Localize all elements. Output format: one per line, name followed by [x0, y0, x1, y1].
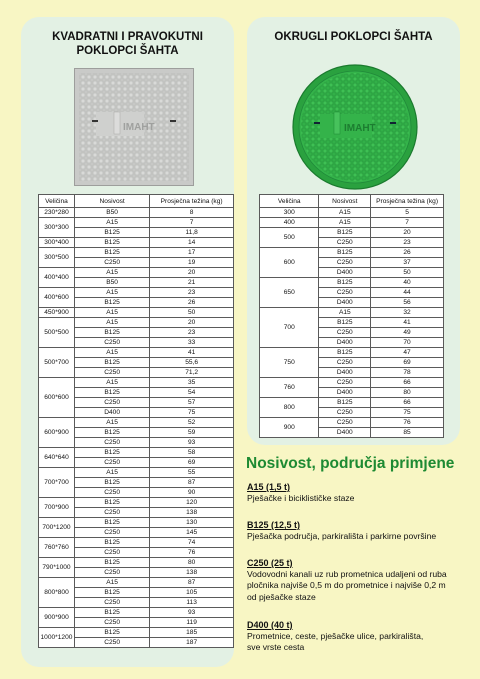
table-row [39, 608, 234, 618]
size-cell: 700*700 [39, 468, 75, 498]
weight-cell: 75 [371, 408, 444, 418]
load-class-cell: C250 [319, 238, 371, 248]
load-class-desc: sve vrste cesta [247, 642, 305, 653]
weight-cell: 17 [150, 248, 234, 258]
weight-cell: 50 [150, 308, 234, 318]
table-row [39, 318, 234, 328]
load-class-cell: B125 [319, 398, 371, 408]
weight-cell: 7 [150, 218, 234, 228]
load-class-cell: A15 [319, 218, 371, 228]
weight-cell: 69 [371, 358, 444, 368]
load-class-cell: C250 [319, 408, 371, 418]
load-class-cell: C250 [74, 458, 149, 468]
load-class-cell: A15 [74, 578, 149, 588]
load-class-cell: A15 [74, 318, 149, 328]
weight-cell: 76 [371, 418, 444, 428]
table-row [39, 308, 234, 318]
load-class-d400 [247, 620, 477, 654]
weight-cell: 26 [371, 248, 444, 258]
header-load-class: Nosivost [319, 195, 371, 208]
load-class-cell: C250 [74, 638, 149, 648]
table-row [260, 398, 444, 408]
table-row [39, 498, 234, 508]
weight-cell: 69 [150, 458, 234, 468]
weight-cell: 20 [150, 268, 234, 278]
table-row [39, 628, 234, 638]
load-class-cell: B125 [74, 448, 149, 458]
load-class-cell: C250 [319, 378, 371, 388]
table-row [39, 558, 234, 568]
load-class-cell: A15 [74, 288, 149, 298]
round-covers-table [259, 194, 444, 438]
load-class-cell: B125 [74, 518, 149, 528]
weight-cell: 54 [150, 388, 234, 398]
weight-cell: 90 [150, 488, 234, 498]
load-class-cell: A15 [74, 268, 149, 278]
weight-cell: 37 [371, 258, 444, 268]
square-covers-title: KVADRATNI I PRAVOKUTNI POKLOPCI ŠAHTA [52, 31, 203, 57]
table-row [260, 228, 444, 238]
weight-cell: 8 [150, 208, 234, 218]
header-size: Veličina [39, 195, 75, 208]
load-class-cell: C250 [319, 258, 371, 268]
weight-cell: 187 [150, 638, 234, 648]
weight-cell: 119 [150, 618, 234, 628]
load-class-code: C250 (25 t) [247, 558, 293, 568]
size-cell: 800 [260, 398, 319, 418]
load-class-cell: C250 [74, 368, 149, 378]
load-class-cell: D400 [319, 268, 371, 278]
weight-cell: 113 [150, 598, 234, 608]
weight-cell: 20 [150, 318, 234, 328]
weight-cell: 58 [150, 448, 234, 458]
load-class-cell: B125 [74, 388, 149, 398]
load-class-cell: D400 [319, 298, 371, 308]
weight-cell: 80 [150, 558, 234, 568]
table-row [39, 468, 234, 478]
header-avg-weight: Prosječna težina (kg) [371, 195, 444, 208]
weight-cell: 66 [371, 378, 444, 388]
size-cell: 640*640 [39, 448, 75, 468]
size-cell: 300 [260, 208, 319, 218]
weight-cell: 76 [150, 548, 234, 558]
load-class-cell: A15 [74, 378, 149, 388]
weight-cell: 21 [150, 278, 234, 288]
size-cell: 400*600 [39, 288, 75, 308]
load-class-cell: B125 [74, 328, 149, 338]
weight-cell: 78 [371, 368, 444, 378]
table-row [260, 418, 444, 428]
table-row [39, 268, 234, 278]
load-class-cell: A15 [74, 218, 149, 228]
load-class-cell: C250 [74, 438, 149, 448]
load-class-cell: B125 [74, 498, 149, 508]
load-class-cell: B125 [74, 478, 149, 488]
load-class-cell: C250 [74, 618, 149, 628]
load-class-cell: B125 [74, 558, 149, 568]
table-row [39, 538, 234, 548]
weight-cell: 11,8 [150, 228, 234, 238]
load-class-cell: C250 [74, 548, 149, 558]
table-row [260, 278, 444, 288]
table-row [39, 248, 234, 258]
load-class-a15 [247, 482, 477, 504]
size-cell: 230*280 [39, 208, 75, 218]
size-cell: 600 [260, 248, 319, 278]
size-cell: 400 [260, 218, 319, 228]
weight-cell: 145 [150, 528, 234, 538]
weight-cell: 14 [150, 238, 234, 248]
size-cell: 1000*1200 [39, 628, 75, 648]
weight-cell: 49 [371, 328, 444, 338]
load-class-cell: D400 [319, 368, 371, 378]
size-cell: 700 [260, 308, 319, 348]
size-cell: 760 [260, 378, 319, 398]
table-row [260, 308, 444, 318]
size-cell: 500*700 [39, 348, 75, 378]
size-cell: 300*500 [39, 248, 75, 268]
header-avg-weight: Prosječna težina (kg) [150, 195, 234, 208]
load-class-cell: A15 [74, 308, 149, 318]
weight-cell: 33 [150, 338, 234, 348]
size-cell: 900*900 [39, 608, 75, 628]
weight-cell: 56 [371, 298, 444, 308]
load-class-cell: B125 [74, 358, 149, 368]
load-class-cell: C250 [319, 288, 371, 298]
weight-cell: 20 [371, 228, 444, 238]
load-class-code: A15 (1,5 t) [247, 482, 291, 492]
load-class-cell: B50 [74, 278, 149, 288]
weight-cell: 57 [150, 398, 234, 408]
load-class-cell: B125 [74, 228, 149, 238]
load-class-cell: B125 [319, 278, 371, 288]
round-covers-title: OKRUGLI POKLOPCI ŠAHTA [274, 31, 433, 43]
weight-cell: 138 [150, 568, 234, 578]
load-class-cell: B125 [319, 228, 371, 238]
round-cover-logo: IMAHT [344, 123, 376, 134]
table-row [39, 208, 234, 218]
size-cell: 760*760 [39, 538, 75, 558]
table-row [39, 218, 234, 228]
load-class-cell: C250 [74, 338, 149, 348]
size-cell: 450*900 [39, 308, 75, 318]
load-class-cell: C250 [74, 568, 149, 578]
header-load-class: Nosivost [74, 195, 149, 208]
weight-cell: 19 [150, 258, 234, 268]
square-covers-table [38, 194, 234, 648]
table-row [260, 348, 444, 358]
weight-cell: 52 [150, 418, 234, 428]
load-class-cell: D400 [319, 428, 371, 438]
load-class-b125 [247, 520, 477, 542]
weight-cell: 7 [371, 218, 444, 228]
size-cell: 700*900 [39, 498, 75, 518]
weight-cell: 40 [371, 278, 444, 288]
load-class-cell: B125 [74, 248, 149, 258]
load-class-cell: D400 [74, 408, 149, 418]
weight-cell: 74 [150, 538, 234, 548]
weight-cell: 50 [371, 268, 444, 278]
round-cover-image [292, 64, 418, 190]
size-cell: 750 [260, 348, 319, 378]
size-cell: 600*900 [39, 418, 75, 448]
size-cell: 300*400 [39, 238, 75, 248]
weight-cell: 23 [150, 328, 234, 338]
size-cell: 500*500 [39, 318, 75, 348]
load-class-cell: D400 [319, 338, 371, 348]
weight-cell: 87 [150, 578, 234, 588]
load-class-cell: B125 [74, 538, 149, 548]
load-class-desc: Pješačke i biciklističke staze [247, 493, 355, 503]
load-class-c250 [247, 558, 477, 603]
load-class-cell: B125 [319, 248, 371, 258]
weight-cell: 41 [150, 348, 234, 358]
size-cell: 500 [260, 228, 319, 248]
load-class-cell: C250 [74, 398, 149, 408]
load-class-cell: B125 [74, 298, 149, 308]
size-cell: 300*300 [39, 218, 75, 238]
weight-cell: 5 [371, 208, 444, 218]
load-class-cell: C250 [319, 418, 371, 428]
table-row [39, 518, 234, 528]
weight-cell: 23 [371, 238, 444, 248]
table-row [39, 238, 234, 248]
load-class-cell: D400 [319, 388, 371, 398]
load-class-desc: od pješačke staze [247, 591, 316, 602]
weight-cell: 32 [371, 308, 444, 318]
weight-cell: 71,2 [150, 368, 234, 378]
load-class-cell: C250 [74, 528, 149, 538]
size-cell: 600*600 [39, 378, 75, 418]
weight-cell: 93 [150, 608, 234, 618]
load-class-cell: B125 [74, 608, 149, 618]
load-class-desc: Vodovodni kanali uz rub prometnica udaljeni od ruba [247, 569, 447, 579]
size-cell: 700*1200 [39, 518, 75, 538]
weight-cell: 105 [150, 588, 234, 598]
weight-cell: 59 [150, 428, 234, 438]
size-cell: 400*400 [39, 268, 75, 288]
load-class-desc: Pješačka područja, parkirališta i parkirne površine [247, 531, 437, 541]
load-class-cell: B125 [319, 348, 371, 358]
weight-cell: 55 [150, 468, 234, 478]
header-size: Veličina [260, 195, 319, 208]
load-class-cell: A15 [319, 308, 371, 318]
table-row [39, 348, 234, 358]
weight-cell: 35 [150, 378, 234, 388]
weight-cell: 138 [150, 508, 234, 518]
weight-cell: 47 [371, 348, 444, 358]
load-class-cell: B125 [74, 238, 149, 248]
load-class-cell: A15 [74, 418, 149, 428]
weight-cell: 41 [371, 318, 444, 328]
weight-cell: 44 [371, 288, 444, 298]
load-class-cell: C250 [319, 358, 371, 368]
size-cell: 900 [260, 418, 319, 438]
table-row [39, 288, 234, 298]
weight-cell: 70 [371, 338, 444, 348]
load-class-cell: C250 [74, 258, 149, 268]
weight-cell: 93 [150, 438, 234, 448]
weight-cell: 66 [371, 398, 444, 408]
size-cell: 650 [260, 278, 319, 308]
table-row [260, 208, 444, 218]
load-class-cell: C250 [319, 328, 371, 338]
load-class-code: D400 (40 t) [247, 620, 293, 630]
load-class-cell: C250 [74, 598, 149, 608]
table-row [39, 418, 234, 428]
load-class-cell: B50 [74, 208, 149, 218]
load-class-cell: B125 [74, 428, 149, 438]
table-row [260, 218, 444, 228]
weight-cell: 85 [371, 428, 444, 438]
weight-cell: 185 [150, 628, 234, 638]
square-cover-logo: IMAHT [123, 122, 155, 133]
square-cover-image [74, 68, 194, 186]
load-class-cell: B125 [74, 588, 149, 598]
table-row [260, 248, 444, 258]
load-class-desc: Prometnice, ceste, pješačke ulice, parkirališta, [247, 631, 424, 641]
load-class-cell: B125 [74, 628, 149, 638]
size-cell: 800*800 [39, 578, 75, 608]
table-row [39, 448, 234, 458]
load-class-cell: A15 [74, 348, 149, 358]
weight-cell: 75 [150, 408, 234, 418]
load-class-desc: pločnika najviše 0,5 m do prometnice i najviše 0,2 m [247, 580, 446, 591]
load-class-cell: B125 [319, 318, 371, 328]
weight-cell: 26 [150, 298, 234, 308]
table-row [39, 378, 234, 388]
load-class-code: B125 (12,5 t) [247, 520, 301, 530]
weight-cell: 23 [150, 288, 234, 298]
weight-cell: 87 [150, 478, 234, 488]
weight-cell: 55,6 [150, 358, 234, 368]
load-class-cell: C250 [74, 488, 149, 498]
load-class-cell: A15 [74, 468, 149, 478]
weight-cell: 130 [150, 518, 234, 528]
table-row [260, 378, 444, 388]
load-class-cell: C250 [74, 508, 149, 518]
table-row [39, 578, 234, 588]
load-classes-title: Nosivost, područja primjene [246, 455, 455, 472]
weight-cell: 120 [150, 498, 234, 508]
size-cell: 790*1000 [39, 558, 75, 578]
load-class-cell: A15 [319, 208, 371, 218]
weight-cell: 80 [371, 388, 444, 398]
